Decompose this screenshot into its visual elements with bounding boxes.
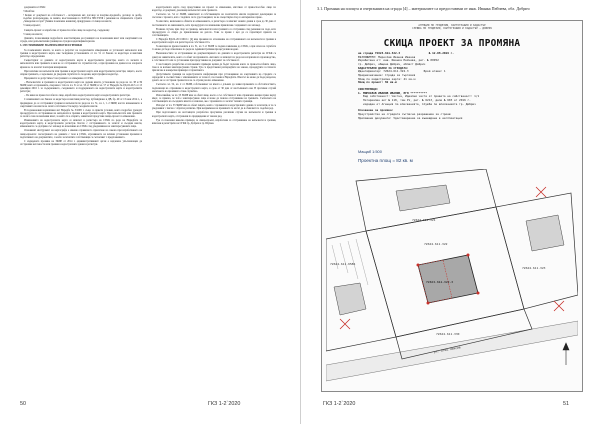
paragraph: За внасяне на пренасочените в чл. 51, ал. 5 от ЗКИР се подава заявление до СГКК, а при отказ на службата то може да бъде обжалвано по реда на Административнопроцесуалния кодекс. [152,45,276,52]
label-parcel-north: 72624.611.321 [412,218,436,222]
paragraph: Изходът от чл. 53 ЗКИР има за обект лицата, които с промяната в кадастралните данни са засегнати, и те се уведомяват с писмо с обратна разписка. При неприемане на промяната те могат да я обжалват по съдебен ред. [152,104,276,111]
survey-point [427,302,430,305]
paragraph: В подзаконовия нормативен акт Наредба № 3/2005 г. също са приети условия, които подробно уреждат процедурата по отстраняване на непълноти и грешки в кадастралната карта. При непълнотата или грешката се засяга само поземления имот, за който тя е открита, заявителят представя скица-проект за изменение. [20,108,142,119]
agency-line: АГЕНЦИЯ ПО ГЕОДЕЗИЯ, КАРТОГРАФИЯ И КАДАСТЪР [418,24,486,27]
record-heading: КАДАСТРАЛНИ ДАННИ ЗА СГРАДАТА: [358,65,409,70]
paragraph: При наличие на непълноти или грешки в кадастралната карта или кадастралните регистри, лицето, което открие грешката, е задължено да уведоми службата по геодезия, картография и кадастър. [20,69,142,76]
record-line: издаден от Агенция по вписванията, Служба по вписванията гр. Добрич [358,101,476,106]
paragraph: – Непълнотите и грешките в кадастралната карта на дадени имоти, установени по реда на чл. 38 и 39 ЗКИР, както и промените, свързани с тях по чл. 51 и чл. 53 от ЗКИР, и чл. 57 от Наредба № РД-02-20-5 от 15 декември 2016 г. за съдържанието, създаването и поддържането на кадастралната карта и кадастралните регистри; [20,80,142,94]
paragraph: Основният инструмент на картографа е именно правилното прилагане на закона при изработването на скица-проекта: съгласуването на данните с тези в СГКК, отразяването на всички установени промени и подготвянето на документите, с които засегнатите собственици се съгласяват с предложението. [20,129,142,139]
paragraph: – По вина на правоспособното лице, изработило кадастралната карта и кадастралните регистри. [24,94,131,98]
record-line: на сграда 72624.611.322.3 № 12.08.2019 г. [358,51,454,55]
journal-issue: ГКЗ 1-2`2020 [323,401,356,407]
figure-caption: 3.1. Промяна на площта и очертанията на сграда [4] – материалите са предоставени от инж. Иванка Пейчева, обл. Добрич [317,6,530,11]
label-street: ул. Отец Паисий [433,345,461,354]
bullet-item: • Монбтак [23,10,35,14]
paragraph: С Наредба РД-02-20-5/2016 г. [4] има промени по отношение на отстраняването на непълноти и грешки в кадастралната карта и в регистъра на собствеността. [152,37,276,45]
paragraph: Съгласно чл. 54 от ЗКИР, заявителят и собствениците на засегнатите имоти подписват декларация за съгласие с проекта, като с подписа си те удостоверяват, че не съществува спор за материално право. [152,13,276,20]
paragraph: С настоящата разработка и изложените примери целим да бъдат полезни както за правоспособните лица, така и за всички заинтересувани страни. Тук са представени разпоредбите на закона, процедурите за тяхното прилагане и конкретни примери от практиката. [152,62,276,73]
record-line: ВЪЗЛОЖИТЕЛ: Мирослав Иванов Иванов [358,54,416,59]
survey-point [417,264,420,267]
page-number: 51 [563,401,569,407]
bullet-item: • Скица на имота; [23,32,43,36]
label-parcel-main: 72624.611.322 [424,242,448,246]
sketch-scale: Мащаб 1:500 [358,149,382,154]
page-number: 50 [20,401,26,407]
parcel-boundary-east [496,193,578,309]
hatch-line [340,243,348,273]
north-arrow-icon [563,343,569,365]
hatch-line [348,241,358,279]
paragraph: За имотите, включени в обхвата на изменението, в регистъра се вписват новите данни в срок до 30 дни от постъпването на заявлението, като процедурата по изменение приключва с издаването на заповед. [152,20,276,27]
paragraph: Преценката за допустимост на грешката се извършва от СГКК. [24,76,94,80]
paragraph: В някои случаи, при спор за граница, непълнотата или грешката се отстранява след решение на съда, като процедурата се спира до приключване на делото. Това се прави с цел да се гарантират правата на собствениците. [152,27,276,37]
bullet-item: • Скица-проект; [23,24,41,28]
parcel-plan [326,169,578,385]
paragraph: кадастралната карта след представяне на проект за изменение, изготвен от правоспособно лице по кадастър, и документ, доказващ непълнотата или грешката. [152,6,276,13]
paragraph: Съгласно чл. 52, ал. 2 от ЗКИР, собственикът на имота е длъжен да заяви промените в обстоятелствата, подлежащи на отразяване в кадастралната карта, в срок от 30 дни от настъпването им. В противен случай налагането на промяната става служебно. [152,83,276,93]
record-line: Преустройство на сградата съгласно разрешение за строеж [358,111,451,116]
paragraph: Тук са показани няколко примера за скица-проект, изработени за отстраняване на непълноти и грешки, вписани в регистрите на СГКК гр. Добрич и гр. Шумен. [152,118,276,125]
sketch-title: СКИЦА ПРОЕКТ ЗА ПРОМЯНА [383,38,521,49]
survey-point [467,254,470,257]
record-line: гр. Добрич, община Добрич, област Добрич [358,61,426,66]
office-line: СЛУЖБА ПО ГЕОДЕЗИЯ, КАРТОГРАФИЯ И КАДАСТЪР – ДОБРИЧ [412,27,492,31]
building-neighbour-west [334,283,366,315]
section-heading: 3. ОТСТРАНЯВАНЕ НА НЕПЪЛНОТИ И ГРЕШКИ [20,44,82,48]
cross-mark [340,319,350,329]
paragraph: Използвайки, че чл. 53 ЗКИР има за обект лице, което е със собственост или ограничено вещно право върху имот, се приема, че той е заинтересувано лице и може да поиска отстраняване на грешката. Съгласието на собствениците на съседните имоти се изисква, ако с промяната се засягат техните граници. [152,93,276,104]
record-line: Идентификатор: 72624.611.322.3 Брой етажи: 1 [358,69,446,74]
label-parcel-east: 72624.611.323 [522,266,546,270]
sketch-record-lines [358,52,576,120]
label-parcel-south: 72624.611.330 [436,332,460,336]
paragraph: Допустимите граници на кадастралната информация при установяване на очертанията на сградите се определят в съответствие с изискванията за точност, посочени в Наредбата. Имотът не може да бъде разделен, докато не се отстрани грешката и не се отрази реално изменение. [152,73,276,83]
label-parcel-west: 72624.611.9586 [330,262,356,266]
paragraph: Измененията на кадастралната карта се вписват в регистъра на СГКК по реда на Наредбата за кадастралната карта и кадастралните регистри. Когато с отстраняването се засягат и съседни имоти, изменението се одобрява със заповед на началника на СГКК след уведомяване на заинтересуваните лица. [20,119,142,129]
figure-header [326,24,578,30]
street-band [326,321,578,381]
paragraph: С изменението на Закона за кадастъра и имотния регистър, публикувано в ДВ, бр. 49 от 13 юни 2014 г., е предвидено да се отстраняват грешки и непълноти по реда на чл. 51, ал. 1, т. 2 ЗКИР, когато изменението в очертанията на имота не засяга собствеността върху съседните имоти. [20,98,142,108]
record-line: Нотариален акт № 118, том IV, рег. № 6213, дело № 603 от 2016 г. [358,97,471,102]
record-heading: Основание за промяна: [358,108,394,113]
building-neighbour-north [396,185,450,211]
paragraph: Данните, позволяващи подробното константиране на границата на поземления имот или очертанията на сграда, или допълнителни граници на сгради и идентификатори им. [20,36,142,43]
bullet-item: • Копие от документ на собственост – нотариален акт, договор за покупко-продажба, договор за делба, съдебно разпореждане, за земите, възстановени по ЗСПЗЗ и ЗВСГЗГФ с решение на общинската служба „Земеделие и гори“ (бивша поземлена комисия), придружено от скица на имота; [23,14,142,24]
sketch-area-note: Проектна площ = 82 кв. м [358,158,413,163]
paragraph: Съществуват се данните от кадастралната карта и кадастралните регистри, които са заснети и непълнотите или грешките в нея не се отстраняват по служебен път, а при промяна на данни и на опорната мрежа не се налагат повторни измервания. [20,59,142,69]
record-line: Приложени документи: Удостоверение за въвеждане в експлоатация [358,115,463,120]
paragraph: При подготовката на настоящата разработка проучихме различни случаи на непълноти и грешки в кадастралната карта, отстранени по предвидения от закона ред. [152,111,276,118]
paragraph: За поземлените имоти, за които в резултат на геодезичните измервания се установят непълноти или грешки в кадастралната карта, ние тълкуваме установените от чл. 51 от Закона за кадастъра и имотния регистър определения. [20,48,142,59]
record-line: Площ по проект: 82 кв.м [358,80,397,85]
record-line: 1. МИРОСЛАВ ИВАНОВ ИВАНОВ, ЕГН ********** [358,90,428,95]
paragraph: документи в СГКК: [24,6,46,9]
record-line: Площ по кадастрална карта: 41 кв.м [358,76,416,81]
record-line: Изработена от: инж. Иванка Пейчева, рег. № 00952 [358,58,439,63]
right-page [300,0,600,424]
text-column-1 [20,6,142,147]
paragraph: С издадената промяна на ЗКИР от 2014 г. административният орган е надлежно упълномощен да отстранява неточности или грешки в кадастралните данни и регистри. [20,139,142,146]
cross-mark [536,187,546,197]
record-heading: СОБСТВЕНИЦИ: [358,86,379,91]
cross-mark [554,301,564,311]
project-building [418,255,478,303]
survey-point [477,292,480,295]
record-line: Вид собственост: Частна, Идеални части от правото на собственост: 1/1 [358,94,480,99]
paragraph: Скицата-проект се изработва от правоспособно лице по кадастър, съдържащ: [24,28,110,32]
sketch-project-figure [321,20,583,392]
paragraph: Възможностите за отстраняване на документирането на данните в кадастралните регистри на СГКК се дават на заявителите, които са обект на промяната. Актовете се вписват по реда на нотариалното производство, а собствеността им се установява при представяне на документ за собственост. [152,52,276,62]
journal-issue: ГКЗ 1-2`2020 [208,401,241,407]
text-column-2 [152,6,276,126]
building-neighbour-east [526,215,564,251]
label-building: 72624.611.322.3 [426,280,454,284]
record-line: Предназначение: Сграда за търговия [358,72,416,77]
